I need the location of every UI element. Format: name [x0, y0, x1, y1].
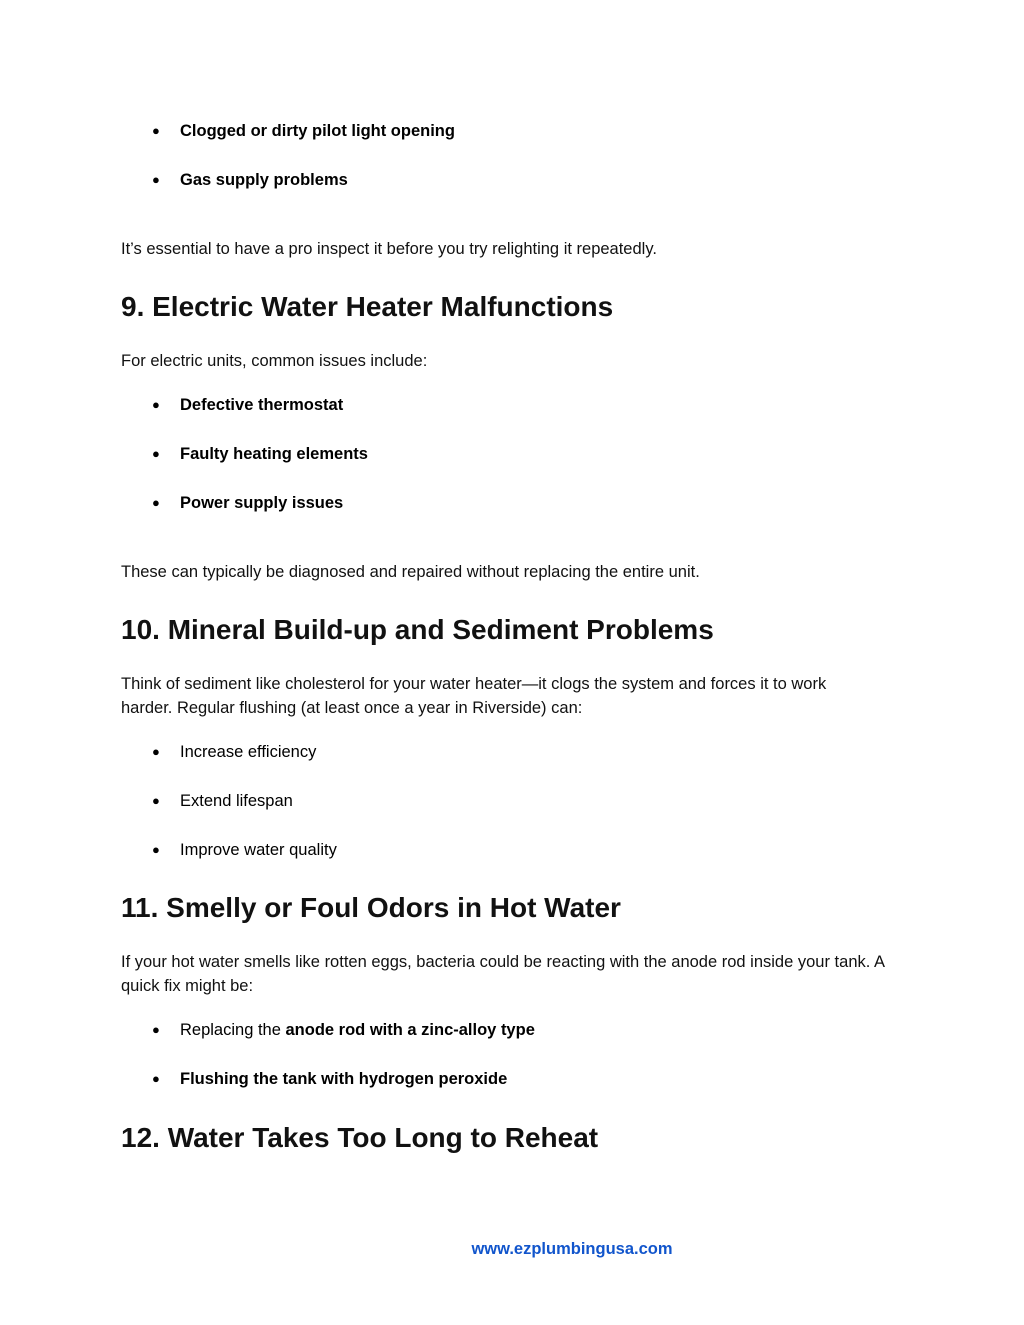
list-item-text: Faulty heating elements	[180, 445, 368, 463]
section-heading-12: 12. Water Takes Too Long to Reheat	[121, 1122, 599, 1153]
list-item	[152, 443, 368, 465]
section-9-intro: For electric units, common issues include:	[121, 352, 428, 370]
bullet-icon: ●	[152, 842, 160, 857]
bullet-icon: ●	[152, 123, 160, 138]
list-item-text: Defective thermostat	[180, 396, 344, 414]
bullet-icon: ●	[152, 1071, 160, 1086]
list-item	[152, 1019, 535, 1041]
section-heading-10: 10. Mineral Build-up and Sediment Problems	[121, 614, 714, 645]
section-9-outro: These can typically be diagnosed and repaired without replacing the entire unit.	[121, 563, 700, 581]
list-item-text-bold: anode rod with a zinc-alloy type	[285, 1021, 535, 1039]
bullet-icon: ●	[152, 397, 160, 412]
list-item	[152, 839, 337, 861]
list-item	[152, 492, 343, 514]
list-item-text: Flushing the tank with hydrogen peroxide	[180, 1070, 508, 1088]
list-item-text: Increase efficiency	[180, 743, 317, 761]
list-item-text: Extend lifespan	[180, 792, 293, 810]
bullet-icon: ●	[152, 1022, 160, 1037]
list-item-text-prefix: Replacing the	[180, 1021, 286, 1039]
list-item	[152, 790, 293, 812]
bullet-icon: ●	[152, 446, 160, 461]
list-item	[152, 120, 455, 142]
list-item	[152, 169, 348, 191]
section-10-intro: Think of sediment like cholesterol for your water heater—it clogs the system and forces it to work harder. Regular flushing (at least once a year in Riverside) can:	[121, 675, 827, 717]
paragraph-pro-inspect: It’s essential to have a pro inspect it before you try relighting it repeatedly.	[121, 240, 657, 258]
footer-website-link[interactable]: www.ezplumbingusa.com	[471, 1240, 673, 1258]
bullet-icon: ●	[152, 793, 160, 808]
list-item-text: Improve water quality	[180, 841, 337, 859]
section-heading-9: 9. Electric Water Heater Malfunctions	[121, 291, 614, 322]
list-item	[152, 1068, 507, 1090]
bullet-icon: ●	[152, 172, 160, 187]
section-11-intro: If your hot water smells like rotten eggs, bacteria could be reacting with the anode rod inside your tank. A quick fix might be:	[121, 953, 885, 995]
bullet-icon: ●	[152, 744, 160, 759]
bullet-icon: ●	[152, 495, 160, 510]
list-item-text: Gas supply problems	[180, 171, 348, 189]
list-item-text: Clogged or dirty pilot light opening	[180, 122, 455, 140]
list-item	[152, 741, 316, 763]
section-heading-11: 11. Smelly or Foul Odors in Hot Water	[121, 892, 621, 923]
list-item	[152, 394, 343, 416]
list-item-text: Power supply issues	[180, 494, 344, 512]
